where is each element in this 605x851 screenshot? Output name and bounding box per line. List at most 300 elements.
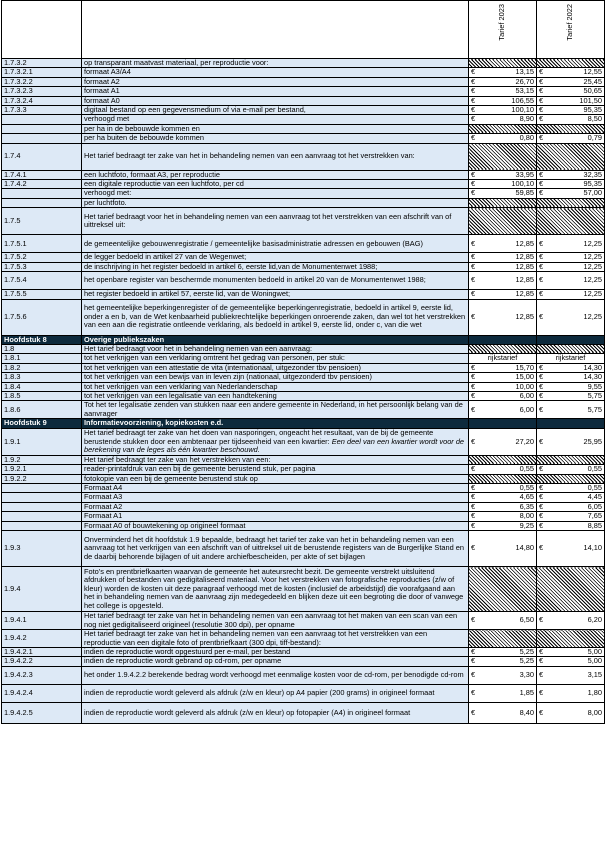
tariff-2022-cell (537, 354, 605, 363)
tariff-2022-value: 50,65 (583, 86, 602, 96)
currency-symbol: € (471, 647, 476, 656)
row-code: 1.7.4.1 (2, 170, 82, 179)
table-row (2, 612, 605, 630)
tariff-2023-value: 6,00 (519, 391, 534, 400)
tariff-2022-cell (537, 180, 605, 189)
row-code: 1.9.4.2 (2, 630, 82, 648)
currency-symbol: € (471, 688, 476, 698)
tariff-2023-value: 15,70 (515, 363, 534, 372)
chapter-empty-2023 (469, 419, 537, 428)
currency-symbol: € (539, 615, 544, 625)
table-row (2, 208, 605, 235)
row-code: 1.7.3.2.2 (2, 77, 82, 86)
currency-symbol: € (539, 86, 544, 96)
tariff-2023-cell (469, 391, 537, 400)
currency-symbol: € (471, 656, 476, 666)
table-row (2, 96, 605, 105)
tariff-2023-value: 6,50 (519, 615, 534, 625)
tariff-2023-cell (469, 59, 537, 68)
currency-symbol: € (471, 96, 476, 105)
currency-symbol: € (539, 363, 544, 372)
currency-symbol: € (471, 238, 476, 248)
table-row (2, 474, 605, 483)
row-description: de gemeentelijke gebouwenregistratie / gemeentelijke basisadministratie adressen en gebouwen (BAG) (82, 235, 469, 253)
row-description: per ha buiten de bebouwde kommen (82, 134, 469, 143)
tariff-2023-value: 106,55 (511, 96, 534, 105)
tariff-2023-value: 12,85 (515, 252, 534, 262)
currency-symbol: € (539, 133, 544, 143)
row-description: Formaat A3 (82, 493, 469, 502)
tariff-2022-cell (537, 170, 605, 179)
row-code: 1.8.5 (2, 391, 82, 400)
row-code: 1.8.2 (2, 363, 82, 372)
row-code: 1.9.4.2.2 (2, 657, 82, 666)
tariff-2022-cell (537, 344, 605, 353)
row-code: 1.7.5.1 (2, 235, 82, 253)
table-row (2, 354, 605, 363)
currency-symbol: € (539, 289, 544, 299)
tariff-2022-cell (537, 657, 605, 666)
tariff-2022-cell (537, 77, 605, 86)
tariff-2023-value: 100,10 (511, 105, 534, 115)
tariff-2022-cell (537, 666, 605, 684)
currency-symbol: € (471, 492, 476, 502)
currency-symbol: € (471, 436, 476, 446)
tariff-2022-value: 12,25 (583, 252, 602, 262)
currency-symbol: € (471, 483, 476, 492)
tariff-2023-cell (469, 493, 537, 502)
tariff-2022-cell (537, 401, 605, 419)
currency-symbol: € (539, 275, 544, 285)
tariff-2023-cell (469, 531, 537, 567)
currency-symbol: € (539, 105, 544, 115)
tariff-2022-value: 14,30 (583, 363, 602, 372)
tariff-2022-value: 25,45 (583, 77, 602, 86)
tariff-2022-cell (537, 382, 605, 391)
currency-symbol: € (539, 464, 544, 474)
header-empty-desc (82, 1, 469, 59)
row-description: Het tarief bedraagt ter zake van het doen van nasporingen, ongeacht het resultaat, van de bij de gemeente berustende stukken door een ambtenaar per tijdseenheid van een kwartier: Een deel van een kwartier wordt voor de berekening van de leges als één kwartier beschouwd. (82, 428, 469, 455)
tariff-2022-value: 8,00 (587, 707, 602, 717)
tariff-2022-value: 12,25 (583, 238, 602, 248)
row-description: verhoogd met: (82, 189, 469, 198)
row-code (2, 521, 82, 530)
tariff-2022-cell (537, 512, 605, 521)
tariff-2023-cell (469, 474, 537, 483)
table-row (2, 68, 605, 77)
currency-symbol: € (471, 133, 476, 143)
row-code: 1.7.3.3 (2, 106, 82, 115)
tariff-2023-value: 4,65 (519, 492, 534, 502)
tariff-2022-cell (537, 612, 605, 630)
tariff-2023-cell (469, 272, 537, 290)
row-description: een luchtfoto, formaat A3, per reproductie (82, 170, 469, 179)
tariff-2023-value: 5,25 (519, 656, 534, 666)
currency-symbol: € (539, 483, 544, 492)
row-description: indien de reproductie wordt opgestuurd per e-mail, per bestand (82, 648, 469, 657)
row-code: 1.7.5.5 (2, 290, 82, 299)
row-code (2, 493, 82, 502)
tariff-2022-cell (537, 648, 605, 657)
row-description: tot het verkrijgen van een bewijs van in leven zijn (nationaal, uitgezonderd tbv pensioen) (82, 373, 469, 382)
table-row (2, 684, 605, 702)
row-description: digitaal bestand op een gegevensmedium of via e-mail per bestand, (82, 106, 469, 115)
tariff-2023-cell (469, 465, 537, 474)
currency-symbol: € (539, 188, 544, 198)
row-code: 1.9.4.2.5 (2, 702, 82, 723)
chapter-empty-2023 (469, 335, 537, 344)
tariff-2022-value: 9,55 (587, 382, 602, 391)
table-row (2, 272, 605, 290)
tariff-2023-text: rijkstarief (487, 353, 518, 363)
tariff-2023-value: 12,85 (515, 275, 534, 285)
tariff-2023-cell (469, 198, 537, 207)
table-row (2, 521, 605, 530)
row-description: Het tarief bedraagt voor het in behandeling nemen van een aanvraag: (82, 344, 469, 353)
tariff-2023-cell (469, 382, 537, 391)
currency-symbol: € (539, 436, 544, 446)
tariff-2023-cell (469, 77, 537, 86)
row-description: Het tarief bedraagt ter zake van het in behandeling nemen van een aanvraag tot het verstrekken van: (82, 143, 469, 170)
tariff-2023-value: 10,00 (515, 382, 534, 391)
table-row (2, 299, 605, 335)
row-description: indien de reproductie wordt geleverd als afdruk (z/w en kleur) op A4 papier (200 grams) in origineel formaat (82, 684, 469, 702)
currency-symbol: € (539, 67, 544, 77)
currency-symbol: € (471, 670, 476, 680)
row-description: Tot het ter legalisatie zenden van stukken naar een andere gemeente in Nederland, in het persoonlijk belang van de aanvrager (82, 401, 469, 419)
tariff-2023-value: 0,55 (519, 464, 534, 474)
tariff-2023-cell (469, 483, 537, 492)
currency-symbol: € (471, 391, 476, 400)
row-description: de legger bedoeld in artikel 27 van de Wegenwet; (82, 253, 469, 262)
tariff-2023-cell (469, 363, 537, 372)
currency-symbol: € (471, 275, 476, 285)
row-code: 1.7.5.3 (2, 262, 82, 271)
tariff-2022-cell (537, 428, 605, 455)
row-code: 1.7.3.2.3 (2, 87, 82, 96)
table-row (2, 59, 605, 68)
row-description: een digitale reproductie van een luchtfoto, per cd (82, 180, 469, 189)
row-code: 1.9.4.2.1 (2, 648, 82, 657)
tariff-2023-cell (469, 170, 537, 179)
row-description: Onverminderd het dit hoofdstuk 1.9 bepaalde, bedraagt het tarief ter zake van het in behandeling nemen van een aanvraag tot het verkrijgen van een afschrift van of uittreksel uit de berustende registers van de Burgerlijke Stand en de daarbij behorende bijlagen of uit andere archiefbescheiden, per akte of set bijlagen (82, 531, 469, 567)
tariff-2023-cell (469, 134, 537, 143)
row-description: tot het verkrijgen van een attestatie de vita (internationaal, uitgezonder tbv pensioen) (82, 363, 469, 372)
tariff-2023-cell (469, 567, 537, 612)
currency-symbol: € (539, 311, 544, 321)
currency-symbol: € (471, 615, 476, 625)
tariff-2023-cell (469, 502, 537, 511)
tariff-2022-value: 0,55 (587, 464, 602, 474)
tariff-2023-cell (469, 124, 537, 133)
row-description: Informatievoorziening, kopiekosten e.d. (82, 419, 469, 428)
row-description: per luchtfoto. (82, 198, 469, 207)
row-code: 1.9.2.2 (2, 474, 82, 483)
tariff-2023-cell (469, 87, 537, 96)
tariff-2022-value: 6,05 (587, 502, 602, 511)
table-row (2, 401, 605, 419)
table-row (2, 134, 605, 143)
currency-symbol: € (539, 391, 544, 400)
tariff-2023-cell (469, 143, 537, 170)
tariff-2023-cell (469, 290, 537, 299)
tariff-2023-cell (469, 344, 537, 353)
header-tarief-2023 (469, 1, 537, 59)
table-row (2, 502, 605, 511)
row-description: formaat A3/A4 (82, 68, 469, 77)
tariff-2023-value: 53,15 (515, 86, 534, 96)
tariff-2023-value: 59,85 (515, 188, 534, 198)
tariff-2022-cell (537, 143, 605, 170)
row-description: Overige publiekszaken (82, 335, 469, 344)
tariff-2023-cell (469, 235, 537, 253)
row-code (2, 502, 82, 511)
tariff-2022-cell (537, 272, 605, 290)
currency-symbol: € (539, 511, 544, 521)
currency-symbol: € (539, 521, 544, 530)
table-row (2, 512, 605, 521)
tariff-2023-cell (469, 702, 537, 723)
row-description: Foto's en prentbriefkaarten waarvan de gemeente het auteursrecht bezit. De gemeente verstrekt uitsluitend afdrukken of bestanden van gedigitaliseerd materiaal. Voor het verstrekken van fotografische reproducties (z/w of kleur) worden de kosten uit deze paragraaf verhoogd met de kosten (inclusief de arbeidstijd) die voorafgaand aan het in behandeling nemen van de aanvraag zijn medegedeeld en blijken deze uit een begroting die door of vanwege het college is opgesteld. (82, 567, 469, 612)
table-row (2, 630, 605, 648)
tariff-2023-cell (469, 354, 537, 363)
row-description: per ha in de bebouwde kommen en (82, 124, 469, 133)
tariff-2022-cell (537, 134, 605, 143)
row-code: 1.8.4 (2, 382, 82, 391)
tariff-2022-cell (537, 59, 605, 68)
table-row (2, 106, 605, 115)
row-code: 1.7.3.2.1 (2, 68, 82, 77)
row-code: 1.7.3.2 (2, 59, 82, 68)
currency-symbol: € (471, 188, 476, 198)
tariff-2022-cell (537, 521, 605, 530)
row-description: tot het verkrijgen van een verklaring van Nederlanderschap (82, 382, 469, 391)
currency-symbol: € (539, 670, 544, 680)
tariff-2023-cell (469, 299, 537, 335)
tariff-2022-value: 8,50 (587, 114, 602, 124)
tariff-2022-value: 6,20 (587, 615, 602, 625)
currency-symbol: € (471, 543, 476, 553)
tariff-2023-cell (469, 630, 537, 648)
table-row (2, 344, 605, 353)
tariff-2023-value: 1,85 (519, 688, 534, 698)
tariff-2022-cell (537, 493, 605, 502)
tariff-2022-value: 25,95 (583, 436, 602, 446)
currency-symbol: € (471, 511, 476, 521)
currency-symbol: € (539, 372, 544, 382)
tariff-2022-cell (537, 465, 605, 474)
table-row (2, 170, 605, 179)
row-code: 1.8.3 (2, 373, 82, 382)
chapter-row (2, 335, 605, 344)
table-row (2, 262, 605, 271)
row-description: het openbare register van beschermde monumenten bedoeld in artikel 20 van de Monumentenwet 1988; (82, 272, 469, 290)
tariff-2022-cell (537, 702, 605, 723)
table-row (2, 465, 605, 474)
currency-symbol: € (471, 502, 476, 511)
currency-symbol: € (471, 311, 476, 321)
table-row (2, 189, 605, 198)
currency-symbol: € (471, 382, 476, 391)
tariff-2023-value: 6,00 (519, 404, 534, 414)
tariff-2022-value: 3,15 (587, 670, 602, 680)
tariff-2023-cell (469, 648, 537, 657)
tariff-2022-value: 57,00 (583, 188, 602, 198)
currency-symbol: € (539, 114, 544, 124)
header-empty-code (2, 1, 82, 59)
table-row (2, 567, 605, 612)
tariff-2023-cell (469, 455, 537, 464)
row-description: Formaat A0 of bouwtekening op origineel formaat (82, 521, 469, 530)
currency-symbol: € (471, 67, 476, 77)
currency-symbol: € (539, 404, 544, 414)
currency-symbol: € (471, 372, 476, 382)
row-description: indien de reproductie wordt gebrand op cd-rom, per opname (82, 657, 469, 666)
tariff-2023-cell (469, 684, 537, 702)
tariff-2023-value: 14,80 (515, 543, 534, 553)
table-row (2, 391, 605, 400)
currency-symbol: € (471, 707, 476, 717)
row-description: het onder 1.9.4.2.2 berekende bedrag wordt verhoogd met eenmalige kosten voor de cd-rom, per benodigde cd-rom (82, 666, 469, 684)
currency-symbol: € (471, 179, 476, 189)
currency-symbol: € (539, 502, 544, 511)
table-row (2, 143, 605, 170)
table-row (2, 235, 605, 253)
currency-symbol: € (471, 77, 476, 86)
table-row (2, 531, 605, 567)
tariff-2022-cell (537, 198, 605, 207)
table-row (2, 115, 605, 124)
tariff-2022-cell (537, 483, 605, 492)
row-description: formaat A2 (82, 77, 469, 86)
row-code: 1.7.5 (2, 208, 82, 235)
row-code: 1.8.1 (2, 354, 82, 363)
row-code: 1.9.3 (2, 531, 82, 567)
row-code: 1.7.5.4 (2, 272, 82, 290)
tariff-2022-value: 0,55 (587, 483, 602, 492)
currency-symbol: € (471, 289, 476, 299)
tariff-2022-cell (537, 455, 605, 464)
row-description: het register bedoeld in artikel 57, eerste lid, van de Woningwet; (82, 290, 469, 299)
table-row (2, 180, 605, 189)
tariff-2022-cell (537, 124, 605, 133)
currency-symbol: € (471, 86, 476, 96)
tariff-2023-value: 3,30 (519, 670, 534, 680)
tariff-2022-value: 101,50 (579, 96, 602, 105)
row-code: 1.9.2 (2, 455, 82, 464)
table-row (2, 77, 605, 86)
currency-symbol: € (539, 238, 544, 248)
tariff-2022-cell (537, 567, 605, 612)
chapter-empty-2022 (537, 335, 605, 344)
tariff-2022-cell (537, 684, 605, 702)
tariff-2023-cell (469, 612, 537, 630)
row-description: Formaat A2 (82, 502, 469, 511)
row-description: Formaat A4 (82, 483, 469, 492)
tariff-2022-cell (537, 262, 605, 271)
tariff-2023-value: 33,95 (515, 170, 534, 179)
tariff-2023-value: 26,70 (515, 77, 534, 86)
table-row (2, 493, 605, 502)
tariff-2022-value: 12,25 (583, 262, 602, 271)
tariff-2023-cell (469, 115, 537, 124)
row-code (2, 198, 82, 207)
tariff-2023-cell (469, 208, 537, 235)
tariff-2022-value: 5,00 (587, 647, 602, 656)
table-row (2, 253, 605, 262)
row-description: tot het verkrijgen van een legalisatie van een handtekening (82, 391, 469, 400)
tariff-2023-value: 0,55 (519, 483, 534, 492)
tariff-2022-cell (537, 235, 605, 253)
tariff-2023-value: 12,85 (515, 238, 534, 248)
tariff-2023-cell (469, 657, 537, 666)
row-code: 1.9.4.2.3 (2, 666, 82, 684)
row-code: 1.7.5.2 (2, 253, 82, 262)
tariff-2022-cell (537, 531, 605, 567)
row-code: 1.7.4 (2, 143, 82, 170)
tariff-2022-cell (537, 68, 605, 77)
tariff-2023-value: 27,20 (515, 436, 534, 446)
row-code (2, 134, 82, 143)
row-code (2, 189, 82, 198)
tariff-2023-cell (469, 401, 537, 419)
tariff-2022-cell (537, 363, 605, 372)
table-row (2, 382, 605, 391)
table-header-row (2, 1, 605, 59)
tariff-2023-value: 12,85 (515, 311, 534, 321)
tariff-2022-value: 0,79 (587, 133, 602, 143)
tariff-2023-value: 8,40 (519, 707, 534, 717)
tariff-2023-value: 8,90 (519, 114, 534, 124)
currency-symbol: € (539, 492, 544, 502)
row-description: verhoogd met (82, 115, 469, 124)
table-row (2, 666, 605, 684)
row-code: 1.7.4.2 (2, 180, 82, 189)
tariff-2022-cell (537, 474, 605, 483)
currency-symbol: € (471, 464, 476, 474)
row-description: indien de reproductie wordt geleverd als afdruk (z/w en kleur) op fotopapier (A4) in origineel formaat (82, 702, 469, 723)
tariff-2022-value: 1,80 (587, 688, 602, 698)
currency-symbol: € (471, 363, 476, 372)
tariff-2022-value: 32,35 (583, 170, 602, 179)
row-code: 1.7.3.2.4 (2, 96, 82, 105)
table-row (2, 363, 605, 372)
row-code: 1.9.1 (2, 428, 82, 455)
tariff-2022-cell (537, 299, 605, 335)
tariff-2023-cell (469, 253, 537, 262)
currency-symbol: € (471, 404, 476, 414)
tariff-2023-cell (469, 262, 537, 271)
tariff-2022-cell (537, 290, 605, 299)
currency-symbol: € (539, 179, 544, 189)
row-description: Het tarief bedraagt voor het in behandeling nemen van een aanvraag tot het verstrekken van een afschrift van of uittreksel uit: (82, 208, 469, 235)
tariff-2022-value: 5,75 (587, 391, 602, 400)
table-row (2, 87, 605, 96)
tariff-table (1, 0, 605, 724)
tariff-2022-value: 12,55 (583, 67, 602, 77)
tariff-2023-cell (469, 428, 537, 455)
tariff-2022-value: 5,00 (587, 656, 602, 666)
row-description: formaat A0 (82, 96, 469, 105)
tariff-2022-value: 12,25 (583, 275, 602, 285)
currency-symbol: € (471, 105, 476, 115)
row-code (2, 512, 82, 521)
currency-symbol: € (539, 707, 544, 717)
table-row (2, 657, 605, 666)
row-description: op transparant maatvast materiaal, per reproductie voor: (82, 59, 469, 68)
tariff-2022-cell (537, 630, 605, 648)
tariff-2022-value: 7,65 (587, 511, 602, 521)
